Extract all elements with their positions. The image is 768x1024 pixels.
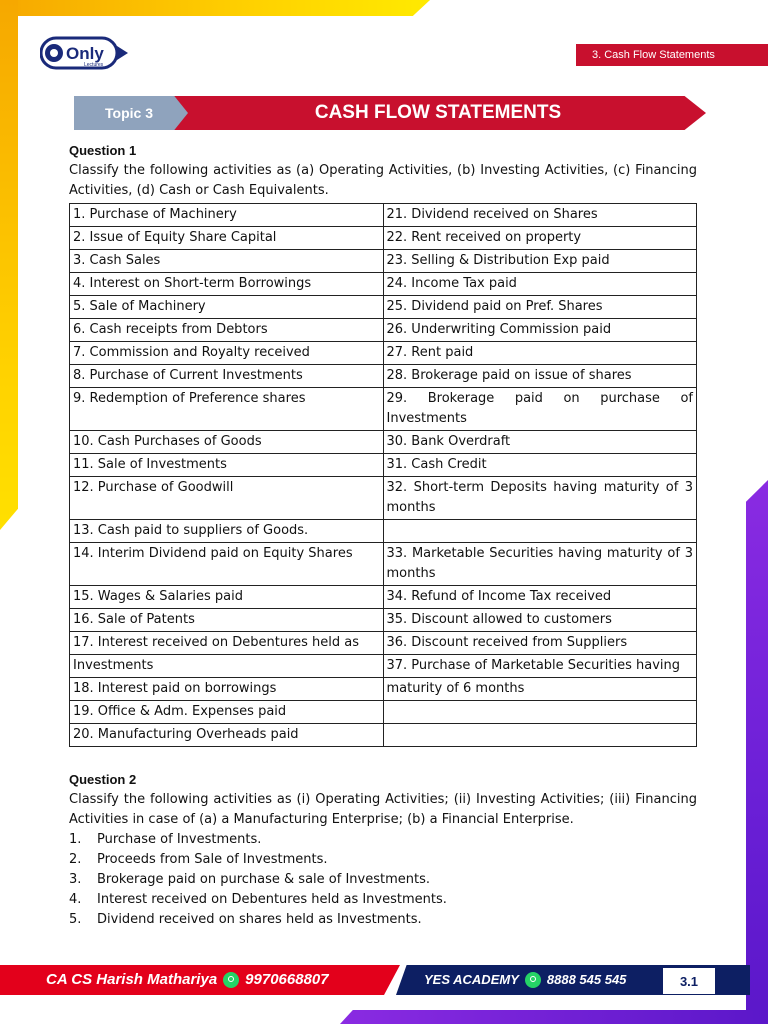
- question-1-title: Question 1: [69, 143, 137, 158]
- table-cell: 6. Cash receipts from Debtors: [70, 319, 384, 342]
- table-cell: 12. Purchase of Goodwill: [70, 477, 384, 520]
- table-cell: 8. Purchase of Current Investments: [70, 365, 384, 388]
- left-decorative-band: [0, 0, 18, 530]
- question-1-text: Classify the following activities as (a) Operating Activities, (b) Investing Activities, (c) Financing Activities, (d) Cash or Cash Equivalents.: [69, 163, 697, 198]
- table-cell: 13. Cash paid to suppliers of Goods.: [70, 520, 384, 543]
- list-item: [69, 910, 697, 930]
- table-cell: 20. Manufacturing Overheads paid: [70, 724, 384, 747]
- table-cell: 11. Sale of Investments: [70, 454, 384, 477]
- list-item-text: Brokerage paid on purchase & sale of Investments.: [97, 872, 430, 887]
- footer-author-name: CA CS Harish Mathariya: [46, 971, 218, 988]
- table-row: [70, 431, 697, 454]
- right-decorative-band: [746, 480, 768, 1024]
- footer: [0, 965, 768, 995]
- only-lectures-logo: [40, 36, 130, 70]
- table-cell: 10. Cash Purchases of Goods: [70, 431, 384, 454]
- list-item: [69, 830, 697, 850]
- question-2-list: [69, 830, 697, 930]
- table-row: [70, 273, 697, 296]
- list-item-number: 3.: [69, 872, 82, 887]
- list-item: [69, 850, 697, 870]
- footer-author: [46, 965, 329, 995]
- table-cell: 19. Office & Adm. Expenses paid: [70, 701, 384, 724]
- footer-author-phone: 9970668807: [245, 971, 329, 988]
- table-cell: 29. Brokerage paid on purchase of Investments: [383, 388, 697, 431]
- table-row: [70, 655, 697, 678]
- page-number: 3.1: [662, 967, 716, 995]
- table-cell: 24. Income Tax paid: [383, 273, 697, 296]
- table-cell: [383, 724, 697, 747]
- table-cell: 15. Wages & Salaries paid: [70, 586, 384, 609]
- table-cell: 1. Purchase of Machinery: [70, 204, 384, 227]
- footer-academy-phone: 8888 545 545: [546, 972, 627, 987]
- table-cell: 32. Short-term Deposits having maturity of 3 months: [383, 477, 697, 520]
- table-cell: 22. Rent received on property: [383, 227, 697, 250]
- list-item-text: Purchase of Investments.: [97, 832, 262, 847]
- bottom-decorative-band: [340, 1010, 768, 1024]
- table-cell: 5. Sale of Machinery: [70, 296, 384, 319]
- table-row: [70, 204, 697, 227]
- table-row: [70, 250, 697, 273]
- list-item-text: Interest received on Debentures held as Investments.: [97, 892, 447, 907]
- table-cell: 30. Bank Overdraft: [383, 431, 697, 454]
- list-item: [69, 870, 697, 890]
- table-cell: 16. Sale of Patents: [70, 609, 384, 632]
- whatsapp-icon: [525, 972, 541, 988]
- footer-academy-name: YES ACADEMY: [424, 972, 519, 987]
- table-row: [70, 388, 697, 431]
- question-2-title: Question 2: [69, 772, 137, 787]
- question-1-section: [69, 143, 697, 747]
- table-cell: [383, 701, 697, 724]
- table-row: [70, 520, 697, 543]
- table-cell: 3. Cash Sales: [70, 250, 384, 273]
- topic-label: Topic 3: [105, 105, 153, 121]
- chapter-tag: 3. Cash Flow Statements: [576, 44, 768, 66]
- question-2-text: Classify the following activities as (i) Operating Activities; (ii) Investing Activities; (iii) Financing Activities in case of (a) a Manufacturing Enterprise; (b) a Financial Enterprise.: [69, 792, 697, 827]
- list-item-number: 2.: [69, 852, 82, 867]
- table-cell: 25. Dividend paid on Pref. Shares: [383, 296, 697, 319]
- topic-banner: [74, 96, 706, 130]
- table-row: [70, 543, 697, 586]
- list-item-number: 1.: [69, 832, 82, 847]
- table-row: [70, 477, 697, 520]
- whatsapp-icon: [223, 972, 239, 988]
- table-cell: 34. Refund of Income Tax received: [383, 586, 697, 609]
- table-row: [70, 365, 697, 388]
- table-cell: 33. Marketable Securities having maturity of 3 months: [383, 543, 697, 586]
- logo-text: Only: [66, 44, 104, 63]
- table-cell: 37. Purchase of Marketable Securities having: [383, 655, 697, 678]
- table-row: [70, 724, 697, 747]
- activities-table: [69, 203, 697, 747]
- list-item-text: Dividend received on shares held as Investments.: [97, 912, 422, 927]
- table-cell: Investments: [70, 655, 384, 678]
- table-row: [70, 586, 697, 609]
- question-2-section: [69, 772, 697, 930]
- table-cell: 28. Brokerage paid on issue of shares: [383, 365, 697, 388]
- table-row: [70, 678, 697, 701]
- table-cell: 4. Interest on Short-term Borrowings: [70, 273, 384, 296]
- top-decorative-band: [0, 0, 430, 16]
- table-cell: 18. Interest paid on borrowings: [70, 678, 384, 701]
- logo-subtext: Lectures: [84, 62, 104, 68]
- table-row: [70, 609, 697, 632]
- table-cell: 2. Issue of Equity Share Capital: [70, 227, 384, 250]
- list-item: [69, 890, 697, 910]
- list-item-number: 5.: [69, 912, 82, 927]
- table-cell: 14. Interim Dividend paid on Equity Shares: [70, 543, 384, 586]
- table-row: [70, 632, 697, 655]
- table-cell: 7. Commission and Royalty received: [70, 342, 384, 365]
- table-cell: [383, 520, 697, 543]
- table-cell: 31. Cash Credit: [383, 454, 697, 477]
- table-row: [70, 701, 697, 724]
- table-cell: 21. Dividend received on Shares: [383, 204, 697, 227]
- footer-academy: [424, 965, 626, 995]
- table-row: [70, 342, 697, 365]
- table-cell: 23. Selling & Distribution Exp paid: [383, 250, 697, 273]
- table-cell: maturity of 6 months: [383, 678, 697, 701]
- table-cell: 26. Underwriting Commission paid: [383, 319, 697, 342]
- table-row: [70, 296, 697, 319]
- table-cell: 9. Redemption of Preference shares: [70, 388, 384, 431]
- list-item-number: 4.: [69, 892, 82, 907]
- table-cell: 36. Discount received from Suppliers: [383, 632, 697, 655]
- table-cell: 17. Interest received on Debentures held as: [70, 632, 384, 655]
- table-row: [70, 319, 697, 342]
- table-cell: 35. Discount allowed to customers: [383, 609, 697, 632]
- table-row: [70, 454, 697, 477]
- page-title: CASH FLOW STATEMENTS: [314, 102, 562, 123]
- table-cell: 27. Rent paid: [383, 342, 697, 365]
- list-item-text: Proceeds from Sale of Investments.: [97, 852, 328, 867]
- table-row: [70, 227, 697, 250]
